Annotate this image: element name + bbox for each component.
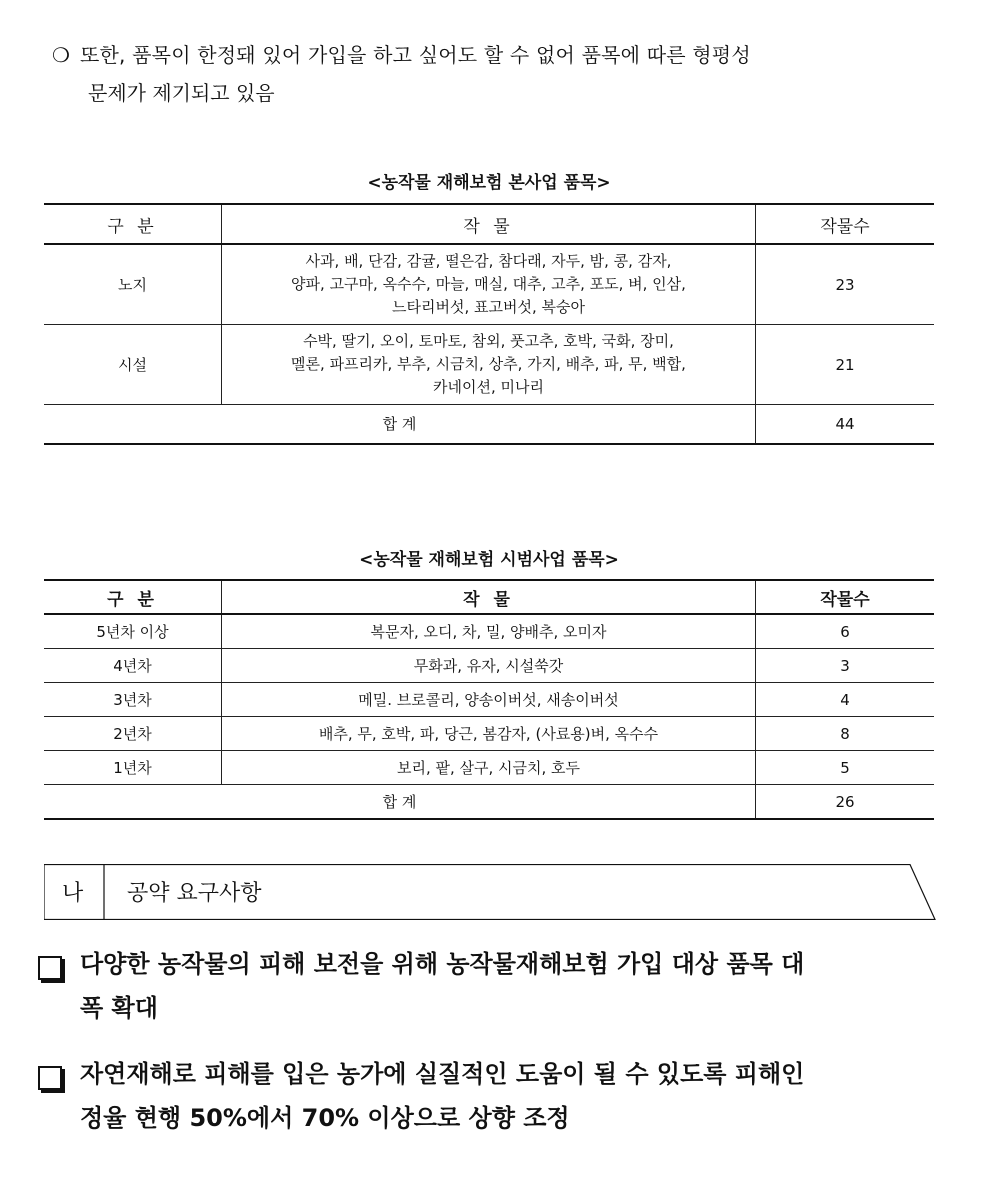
row-crops: 배추, 무, 호박, 파, 당근, 봄감자, (사료용)벼, 옥수수 bbox=[222, 717, 756, 751]
total-count: 44 bbox=[756, 405, 935, 444]
pilot-crops-table bbox=[44, 579, 934, 820]
total-row bbox=[44, 785, 934, 820]
table1-caption: <농작물 재해보험 본사업 품목> bbox=[367, 173, 611, 193]
section-header bbox=[44, 864, 936, 920]
main-crops-table bbox=[44, 203, 934, 445]
row-crops: 수박, 딸기, 오이, 토마토, 참외, 풋고추, 호박, 국화, 장미, 멜론, 파프리카, 부추, 시금치, 상추, 가지, 배추, 파, 무, 백합, 카네이션, 미나리 bbox=[222, 325, 756, 405]
header-crops: 작 물 bbox=[222, 204, 756, 244]
table-row bbox=[44, 683, 934, 717]
square-bullet-icon bbox=[38, 1066, 62, 1090]
table-row bbox=[44, 614, 934, 649]
row-count: 3 bbox=[756, 649, 935, 683]
square-bullet-icon bbox=[38, 956, 62, 980]
table-header-row bbox=[44, 580, 934, 614]
row-count: 23 bbox=[756, 244, 935, 325]
row-crops: 보리, 팥, 살구, 시금치, 호두 bbox=[222, 751, 756, 785]
row-category: 1년차 bbox=[44, 751, 222, 785]
row-category: 3년차 bbox=[44, 683, 222, 717]
table2-caption: <농작물 재해보험 시범사업 품목> bbox=[359, 550, 619, 570]
row-crops: 메밀. 브로콜리, 양송이버섯, 새송이버섯 bbox=[222, 683, 756, 717]
row-count: 5 bbox=[756, 751, 935, 785]
total-label: 합 계 bbox=[44, 405, 756, 444]
row-category: 시설 bbox=[44, 325, 222, 405]
row-crops: 사과, 배, 단감, 감귤, 떨은감, 참다래, 자두, 밤, 콩, 감자, 양파, 고구마, 옥수수, 마늘, 매실, 대추, 고추, 포도, 벼, 인삼, 느타리버섯, 표고버섯, 복숭아 bbox=[222, 244, 756, 325]
table-row bbox=[44, 649, 934, 683]
row-count: 4 bbox=[756, 683, 935, 717]
requirement-item: 자연재해로 피해를 입은 농가에 실질적인 도움이 될 수 있도록 피해인 정율 현행 50%에서 70% 이상으로 상향 조정 bbox=[38, 1052, 938, 1140]
header-category: 구 분 bbox=[44, 204, 222, 244]
header-count: 작물수 bbox=[756, 580, 935, 614]
row-category: 4년차 bbox=[44, 649, 222, 683]
header-count: 작물수 bbox=[756, 204, 935, 244]
header-crops: 작 물 bbox=[222, 580, 756, 614]
intro-line-1: ❍ 또한, 품목이 한정돼 있어 가입을 하고 싶어도 할 수 없어 품목에 따른 형평성 bbox=[52, 36, 944, 74]
row-count: 21 bbox=[756, 325, 935, 405]
row-crops: 복문자, 오디, 차, 밀, 양배추, 오미자 bbox=[222, 614, 756, 649]
section-number: 나 bbox=[62, 881, 84, 906]
table-row bbox=[44, 717, 934, 751]
total-row bbox=[44, 405, 934, 444]
header-category: 구 분 bbox=[44, 580, 222, 614]
row-category: 2년차 bbox=[44, 717, 222, 751]
row-count: 6 bbox=[756, 614, 935, 649]
total-label: 합 계 bbox=[44, 785, 756, 820]
section-title: 공약 요구사항 bbox=[127, 881, 262, 906]
row-crops: 무화과, 유자, 시설쑥갓 bbox=[222, 649, 756, 683]
requirement-item: 다양한 농작물의 피해 보전을 위해 농작물재해보험 가입 대상 품목 대 폭 확대 bbox=[38, 942, 938, 1030]
table-header-row bbox=[44, 204, 934, 244]
row-category: 노지 bbox=[44, 244, 222, 325]
total-count: 26 bbox=[756, 785, 935, 820]
row-category: 5년차 이상 bbox=[44, 614, 222, 649]
row-count: 8 bbox=[756, 717, 935, 751]
table-row bbox=[44, 751, 934, 785]
table-row bbox=[44, 244, 934, 325]
intro-paragraph bbox=[52, 36, 944, 112]
circle-bullet-icon: ❍ bbox=[52, 43, 71, 67]
intro-line-2: 문제가 제기되고 있음 bbox=[88, 81, 275, 105]
table-row bbox=[44, 325, 934, 405]
